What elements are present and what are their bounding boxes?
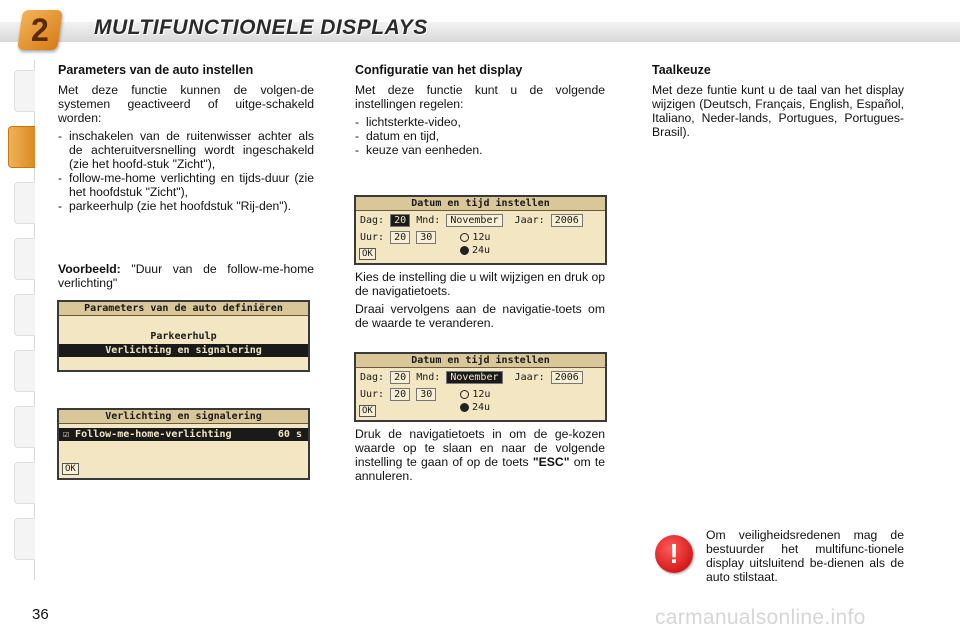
- lcd-ok-button: OK: [359, 248, 376, 260]
- year-field: 2006: [551, 214, 583, 227]
- lcd-time-row: [360, 231, 490, 245]
- day-label: Dag:: [360, 372, 385, 383]
- example-block: [58, 262, 314, 294]
- column-language: [652, 63, 904, 143]
- chapter-number: 2: [31, 12, 49, 48]
- chapter-tab: [14, 462, 35, 504]
- chapter-tab: [14, 406, 35, 448]
- example-text: "Duur van de follow-me-home verlichting": [58, 262, 314, 290]
- day-label: Dag:: [360, 215, 385, 226]
- lcd-time-row: [360, 388, 490, 402]
- checkbox-icon: ☑: [63, 429, 76, 440]
- minute-field: 30: [416, 388, 436, 401]
- lcd-format-row: [460, 244, 490, 258]
- chapter-tab: [14, 238, 35, 280]
- paragraph: Met deze functie kunt u de volgende instellingen regelen:: [355, 83, 605, 111]
- day-field: 20: [390, 214, 410, 227]
- example-paragraph: [58, 262, 314, 290]
- lcd-ok-button: OK: [62, 463, 79, 475]
- chapter-tab: [14, 294, 35, 336]
- warning-text: Om veiligheidsredenen mag de bestuurder het multifunc-tionele display uitsluitend be-dienen als de auto stilstaat.: [706, 528, 904, 584]
- list-item: - lichtsterkte-video,: [355, 115, 605, 129]
- exclamation-icon: !: [655, 535, 693, 573]
- esc-key-label: "ESC": [532, 455, 570, 469]
- format-24h-label: 24u: [472, 402, 491, 413]
- format-12h-label: 12u: [472, 232, 491, 243]
- watermark: carmanualsonline.info: [655, 606, 866, 629]
- lcd-format-row: [460, 401, 490, 415]
- day-field: 20: [390, 371, 410, 384]
- lcd-date-row: [360, 214, 583, 228]
- list-item: - inschakelen van de ruitenwisser achter als de achteruitversnelling wordt ingeschakeld (zie het hoofd-stuk "Zicht"),: [58, 129, 314, 171]
- column-display-config: [355, 63, 605, 157]
- page-number: 36: [32, 606, 49, 623]
- confirm-block: [355, 427, 605, 487]
- lcd-option-label: Follow-me-home-verlichting: [75, 429, 232, 440]
- column-vehicle-parameters: [58, 63, 314, 213]
- chapter-badge: [17, 10, 63, 50]
- lcd-screen-vehicle-parameters: [57, 300, 310, 372]
- chapter-tab: [14, 70, 35, 112]
- lcd-option-follow-me-home-selected: [59, 428, 308, 441]
- month-field: November: [446, 214, 502, 227]
- lcd-screen-date-time-day-selected: [354, 195, 607, 265]
- lcd-ok-button: OK: [359, 405, 376, 417]
- month-label: Mnd:: [416, 372, 441, 383]
- year-label: Jaar:: [514, 215, 545, 226]
- format-12h-label: 12u: [472, 389, 491, 400]
- instructions-block: [355, 270, 605, 334]
- month-field: November: [446, 371, 502, 384]
- lcd-title: Verlichting en signalering: [59, 410, 308, 424]
- hour-label: Uur:: [360, 389, 385, 400]
- lcd-title: Datum en tijd instellen: [356, 197, 605, 211]
- year-field: 2006: [551, 371, 583, 384]
- paragraph: Kies de instelling die u wilt wijzigen en druk op de navigatietoets.: [355, 270, 605, 298]
- section-heading: Taalkeuze: [652, 63, 711, 77]
- radio-12h-icon: [460, 233, 469, 242]
- chapter-tab: [14, 182, 35, 224]
- lcd-title: Parameters van de auto definiëren: [59, 302, 308, 316]
- lcd-screen-date-time-month-selected: [354, 352, 607, 422]
- minute-field: 30: [416, 231, 436, 244]
- confirm-text: Druk de navigatietoets in om de ge-kozen waarde op te slaan en naar de volgende instelling te gaan of op de toets: [355, 427, 605, 469]
- page-header: [0, 0, 960, 56]
- lcd-option-lighting-selected: Verlichting en signalering: [59, 344, 308, 357]
- month-label: Mnd:: [416, 215, 441, 226]
- paragraph: Met deze functie kunnen de volgen-de systemen geactiveerd of uitge-schakeld worden:: [58, 83, 314, 125]
- hour-field: 20: [390, 388, 410, 401]
- lcd-option-parking-aid: Parkeerhulp: [150, 331, 217, 342]
- year-label: Jaar:: [514, 372, 545, 383]
- confirm-text-end: om te annuleren.: [355, 455, 605, 483]
- format-24h-label: 24u: [472, 245, 491, 256]
- page-title: MULTIFUNCTIONELE DISPLAYS: [94, 16, 428, 39]
- lcd-date-row: [360, 371, 583, 385]
- list-item: - datum en tijd,: [355, 129, 605, 143]
- paragraph: Draai vervolgens aan de navigatie-toets om de waarde te veranderen.: [355, 302, 605, 330]
- chapter-tab: [14, 350, 35, 392]
- radio-24h-icon: [460, 403, 469, 412]
- list-item: - parkeerhulp (zie het hoofdstuk "Rij-den").: [58, 199, 314, 213]
- paragraph: [355, 427, 605, 483]
- hour-field: 20: [390, 231, 410, 244]
- chapter-tabs: [8, 60, 35, 580]
- lcd-title: Datum en tijd instellen: [356, 354, 605, 368]
- example-label: Voorbeeld:: [58, 262, 121, 276]
- section-heading: Parameters van de auto instellen: [58, 63, 254, 77]
- hour-label: Uur:: [360, 232, 385, 243]
- section-heading: Configuratie van het display: [355, 63, 523, 77]
- lcd-screen-lighting: [57, 408, 310, 480]
- paragraph: Met deze funtie kunt u de taal van het display wijzigen (Deutsch, Français, English, Español, Italiano, Neder-lands, Portugues, Portugues-Brasil).: [652, 83, 904, 139]
- chapter-tab: [14, 518, 35, 560]
- list-item: - follow-me-home verlichting en tijds-duur (zie het hoofdstuk "Zicht"),: [58, 171, 314, 199]
- lcd-option-value: 60 s: [277, 429, 302, 440]
- radio-12h-icon: [460, 390, 469, 399]
- warning-note: [706, 528, 904, 588]
- chapter-tab-active: [8, 126, 35, 168]
- radio-24h-icon: [460, 246, 469, 255]
- list-item: - keuze van eenheden.: [355, 143, 605, 157]
